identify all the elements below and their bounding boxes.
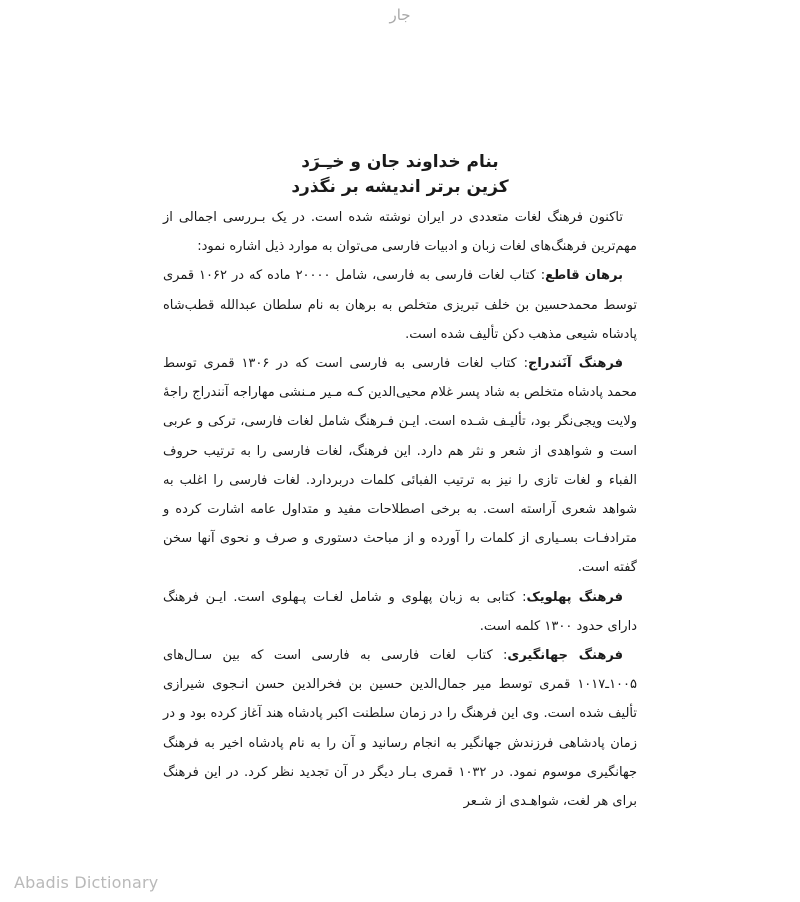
document-page: [163, 150, 637, 816]
intro-paragraph: تاکنون فرهنگ لغات متعددی در ایران نوشته شده است. در یک بـررسی اجمالی از مهم‌ترین فرهنگ‌های لغات زبان و ادبیات فارسی می‌توان به موارد ذیل اشاره نمود:: [163, 210, 637, 255]
header-word: جار: [389, 6, 411, 24]
entry-text: : کتابی به زبان پهلوی و شامل لغـات پـهلوی است. ایـن فرهنگ دارای حدود ۱۳۰۰ کلمه است.: [163, 589, 637, 634]
entry-text: : کتاب لغات فارسی به فارسی است که بین سـال‌های ۱۰۰۵ـ۱۰۱۷ قمری توسط میر جمال‌الدین حسین بن فخرالدین حسن انـجوی شیرازی تألیف شده است. وی این فرهنگ را در زمان سلطنت اکبر پادشاه هند آغاز کرده بود و در زمان پادشاهی فرزندش جهانگیر به انجام رسانید و آن را به نام پادشاه اخیر به فرهنگ جهانگیری موسوم نمود. در ۱۰۳۲ قمری بـار دیگر در آن تجدید نظر کرد. در این فرهنگ برای هر لغت، شواهـدی از شـعر: [163, 648, 637, 810]
entry-paragraph-borhan: [163, 261, 637, 349]
entry-paragraph-pahlavik: [163, 583, 637, 641]
entry-text: : کتاب لغات فارسی به فارسی، شامل ۲۰۰۰۰ ماده که در ۱۰۶۲ قمری توسط محمدحسین بن خلف تبریزی متخلص به برهان به نام سلطان عبدالله قطب‌شاه پادشاه شیعی مذهب دکن تألیف شده است.: [163, 268, 637, 342]
watermark: Abadis Dictionary: [14, 873, 159, 892]
title-line-1: بنام خداوند جان و خـِـرَد: [301, 152, 499, 172]
title-line-2: کزین برتر اندیشه بر نگذرد: [291, 177, 509, 197]
entry-paragraph-anandraj: [163, 349, 637, 583]
entry-text: : کتاب لغات فارسی به فارسی است که در ۱۳۰۶ قمری توسط محمد پادشاه متخلص به شاد پسر غلام محیی‌الدین کـه مـیر مـنشی مهاراجه آنندراج راجهٔ ولایت ویجی‌نگر بود، تألیـف شـده است. ایـن فـرهنگ شامل لغات فارسی، ترکی و عربی است و شواهدی از شعر و نثر هم دارد. این فرهنگ، لغات فارسی را به ترتیب حروف الفباء و لغات تازی را نیز به ترتیب الفبائی کلمات دربردارد. لغات فارسی را اغلب به شواهد شعری آراسته است. به برخی اصطلاحات مفید و متداول عامه اشارت کرده و مترادفـات بسـیاری از کلمات را آورده و از مباحث دستوری و صرف و نحوی آنها سخن گفته است.: [163, 356, 637, 576]
entry-paragraph-jahangiri: [163, 641, 637, 816]
entry-term: فرهنگ جهانگیری: [507, 648, 624, 664]
entry-term: فرهنگ پهلویک: [526, 589, 623, 605]
heading-block: [163, 150, 637, 200]
entry-term: برهان قاطع: [545, 268, 623, 284]
entry-term: فرهنگ آنَندراج: [528, 356, 623, 372]
